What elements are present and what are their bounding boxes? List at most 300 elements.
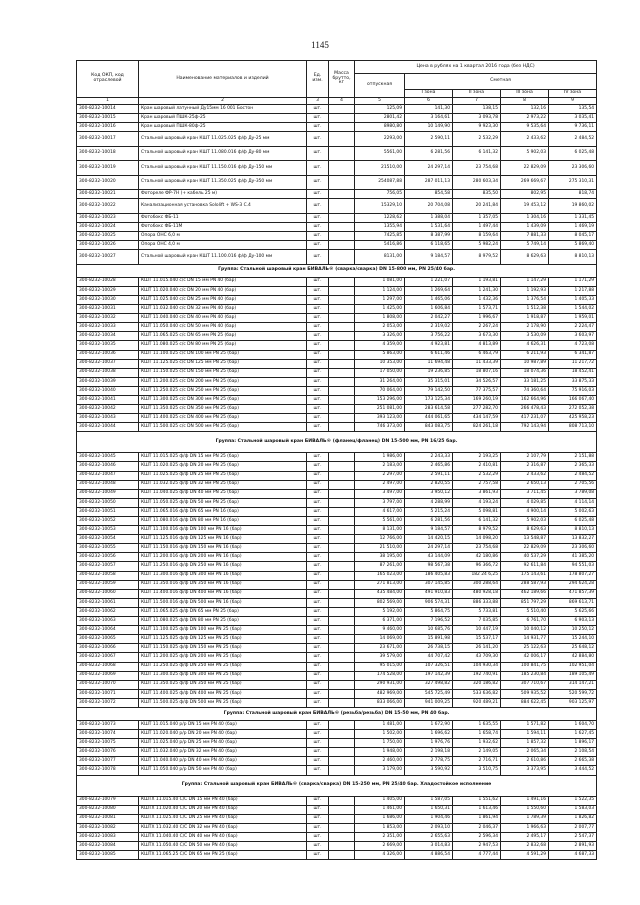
table-row <box>77 395 597 404</box>
item-code: 300-8232-10039 <box>77 377 139 386</box>
item-code: 300-8232-10078 <box>77 766 139 775</box>
price-zone-4: 1 544,02 <box>549 305 597 314</box>
table-row <box>77 405 597 414</box>
table-row <box>77 553 597 562</box>
price-zone-1: 1 606,84 <box>405 305 453 314</box>
price-otpusk: 87 261,00 <box>355 562 405 571</box>
price-zone-4: 818,74 <box>549 190 597 199</box>
table-row <box>77 626 597 635</box>
price-zone-4: 903 125,97 <box>549 698 597 707</box>
item-code: 300-8232-10080 <box>77 805 139 814</box>
item-unit: шт. <box>307 766 329 775</box>
item-code: 300-8232-10046 <box>77 462 139 471</box>
price-zone-2: 1 497,44 <box>453 222 501 231</box>
price-zone-4: 1 583,03 <box>549 805 597 814</box>
price-zone-2: 1 432,36 <box>453 295 501 304</box>
price-otpusk: 5561,00 <box>355 146 405 161</box>
item-unit: шт. <box>307 671 329 680</box>
price-zone-2: 2 149,05 <box>453 748 501 757</box>
price-otpusk: 5416,86 <box>355 241 405 250</box>
col-header-zone-4: IV зона <box>549 90 597 98</box>
price-zone-3: 40 537,29 <box>501 553 549 562</box>
price-zone-3: 5 749,14 <box>501 241 549 250</box>
group-heading: Группа: Стальной шаровый кран БИВАЛЬ® (сварка/сварка) DN 15-250 мм, PN 25/40 бар. Хладостойкое исполнение <box>77 775 597 796</box>
price-otpusk: 1 986,00 <box>355 453 405 462</box>
item-name: КШТ 11.125.025 ф/ф DN 125 мм PN 25 (бар) <box>139 635 307 644</box>
price-zone-3: 417 231,07 <box>501 414 549 423</box>
table-row <box>77 526 597 535</box>
price-zone-1: 1 650,31 <box>405 805 453 814</box>
price-otpusk: 2 297,00 <box>355 471 405 480</box>
price-otpusk: 1 081,00 <box>355 277 405 286</box>
item-name: КШТ 11.125.016 ф/ф DN 125 мм PN 16 (бар) <box>139 535 307 544</box>
price-zone-3: 2 433,62 <box>501 132 549 147</box>
item-code: 300-8232-10049 <box>77 489 139 498</box>
price-zone-1: 197 142,39 <box>405 671 453 680</box>
item-mass <box>329 161 355 176</box>
price-zone-2: 18 807,16 <box>453 368 501 377</box>
price-zone-1: 9 184,57 <box>405 526 453 535</box>
price-zone-3: 132,16 <box>501 105 549 114</box>
price-zone-1: 7 196,52 <box>405 617 453 626</box>
price-zone-1: 2 820,55 <box>405 480 453 489</box>
price-otpusk: 1 461,00 <box>355 805 405 814</box>
item-mass <box>329 544 355 553</box>
price-zone-3: 74 360,64 <box>501 386 549 395</box>
item-name: Стальной шаровый кран КШТ 11.080.016 ф/ф Ду-80 мм <box>139 146 307 161</box>
item-name: КШТ 11.200.025 с/с DN 200 мм PN 25 (бар) <box>139 377 307 386</box>
price-zone-1: 5 215,24 <box>405 507 453 516</box>
item-mass <box>329 146 355 161</box>
price-zone-2: 920 489,21 <box>453 698 501 707</box>
price-zone-4: 2 007,77 <box>549 823 597 832</box>
item-code: 300-8232-10027 <box>77 250 139 265</box>
price-zone-1: 8 387,99 <box>405 232 453 241</box>
item-name: КШТХ 11.020.40 С/С DN 20 мм PN 40 (бар) <box>139 805 307 814</box>
table-row <box>77 507 597 516</box>
item-name: КШТ 11.100.025 ф/ф DN 100 мм PN 25 (бар) <box>139 626 307 635</box>
item-unit: шт. <box>307 161 329 176</box>
price-zone-2: 4 777,44 <box>453 851 501 860</box>
item-name: Кран шаровый ПШК-80ф-25 <box>139 123 307 132</box>
item-mass <box>329 323 355 332</box>
item-name: КШТ 11.500.025 с/с DN 500 мм PN 25 (бар) <box>139 423 307 432</box>
price-zone-3: 25 122,63 <box>501 644 549 653</box>
price-zone-1: 26 738,15 <box>405 644 453 653</box>
item-unit: шт. <box>307 332 329 341</box>
item-name: КШТ 11.500.025 ф/ф DN 500 мм PN 25 (бар) <box>139 698 307 707</box>
page-number: 1145 <box>311 40 329 50</box>
item-code: 300-8232-10071 <box>77 689 139 698</box>
item-unit: шт. <box>307 653 329 662</box>
price-zone-1: 4 923,81 <box>405 341 453 350</box>
price-otpusk: 8131,00 <box>355 250 405 265</box>
price-zone-2: 8 159,64 <box>453 232 501 241</box>
price-zone-3: 2 650,13 <box>501 480 549 489</box>
item-unit: шт. <box>307 626 329 635</box>
price-zone-1: 545 725,49 <box>405 689 453 698</box>
price-zone-4: 869 613,71 <box>549 598 597 607</box>
table-row <box>77 232 597 241</box>
item-mass <box>329 671 355 680</box>
item-mass <box>329 507 355 516</box>
item-unit: шт. <box>307 580 329 589</box>
price-otpusk: 8980,80 <box>355 123 405 132</box>
price-zone-3: 792 143,94 <box>501 423 549 432</box>
price-zone-1: 2 465,86 <box>405 462 453 471</box>
item-unit: шт. <box>307 386 329 395</box>
price-zone-3: 14 931,77 <box>501 635 549 644</box>
group-heading: Группа: Стальной шаровый кран БИВАЛЬ® (резьба/резьба) DN 15-50 мм, PN 40 бар. <box>77 707 597 720</box>
table-row <box>77 453 597 462</box>
group-heading-row <box>77 775 597 796</box>
item-name: КШТ 11.400.016 ф/ф DN 400 мм PN 16 (бар) <box>139 589 307 598</box>
price-zone-1: 6 281,56 <box>405 146 453 161</box>
item-unit: шт. <box>307 305 329 314</box>
price-zone-2: 2 532,29 <box>453 471 501 480</box>
price-otpusk: 1 808,00 <box>355 314 405 323</box>
item-mass <box>329 498 355 507</box>
price-zone-3: 175 143,61 <box>501 571 549 580</box>
item-name: Фотореле ФР-7Н (+ кабель 25 м) <box>139 190 307 199</box>
item-unit: шт. <box>307 132 329 147</box>
item-mass <box>329 190 355 199</box>
item-code: 300-8232-10073 <box>77 720 139 729</box>
price-zone-4: 1 405,33 <box>549 295 597 304</box>
table-row <box>77 598 597 607</box>
price-otpusk: 153 296,00 <box>355 395 405 404</box>
price-otpusk: 1 686,00 <box>355 814 405 823</box>
price-zone-3: 1 376,54 <box>501 295 549 304</box>
item-unit: шт. <box>307 190 329 199</box>
table-row <box>77 222 597 231</box>
price-zone-4: 18 452,41 <box>549 368 597 377</box>
item-name: КШТ 11.015.040 с/с DN 15 мм PN 40 (бар) <box>139 277 307 286</box>
item-unit: шт. <box>307 295 329 304</box>
price-zone-1: 10 149,90 <box>405 123 453 132</box>
price-zone-3: 2 107,79 <box>501 453 549 462</box>
item-code: 300-8232-10076 <box>77 748 139 757</box>
price-zone-2: 824 261,18 <box>453 423 501 432</box>
price-zone-3: 18 074,36 <box>501 368 549 377</box>
item-name: КШТХ 11.040.40 С/С DN 40 мм PN 40 (бар) <box>139 832 307 841</box>
item-mass <box>329 730 355 739</box>
price-zone-2: 1 861,94 <box>453 814 501 823</box>
table-row <box>77 213 597 222</box>
item-code: 300-8232-10020 <box>77 175 139 190</box>
item-name: КШТ 11.065.025 ф/ф DN 65 мм PN 25 (бар) <box>139 607 307 616</box>
price-zone-1: 1 269,64 <box>405 286 453 295</box>
item-mass <box>329 295 355 304</box>
price-zone-3: 13 548,87 <box>501 535 549 544</box>
item-mass <box>329 571 355 580</box>
table-row <box>77 814 597 823</box>
table-row <box>77 517 597 526</box>
price-otpusk: 1355,94 <box>355 222 405 231</box>
item-mass <box>329 132 355 147</box>
price-zone-1: 2 093,10 <box>405 823 453 832</box>
price-zone-2: 96 366,72 <box>453 562 501 571</box>
table-row <box>77 730 597 739</box>
price-zone-2: 104 930,34 <box>453 662 501 671</box>
group-heading-row <box>77 432 597 453</box>
price-zone-2: 2 267,24 <box>453 323 501 332</box>
item-mass <box>329 213 355 222</box>
table-row <box>77 368 597 377</box>
table-row <box>77 757 597 766</box>
item-code: 300-8232-10043 <box>77 414 139 423</box>
price-zone-1: 6 611,46 <box>405 350 453 359</box>
item-unit: шт. <box>307 175 329 190</box>
price-zone-1: 2 042,27 <box>405 314 453 323</box>
item-mass <box>329 305 355 314</box>
col-number: 1 <box>77 98 139 105</box>
price-zone-2: 5 733,81 <box>453 607 501 616</box>
price-zone-3: 1 147,29 <box>501 277 549 286</box>
price-zone-1: 287 011,13 <box>405 175 453 190</box>
item-unit: шт. <box>307 453 329 462</box>
price-zone-2: 2 596,34 <box>453 832 501 841</box>
price-otpusk: 70 064,00 <box>355 386 405 395</box>
item-unit: шт. <box>307 562 329 571</box>
item-code: 300-8232-10018 <box>77 146 139 161</box>
price-zone-1: 186 405,83 <box>405 571 453 580</box>
price-zone-4: 2 547,37 <box>549 832 597 841</box>
price-zone-1: 854,58 <box>405 190 453 199</box>
price-zone-4: 2 484,52 <box>549 471 597 480</box>
item-code: 300-8232-10052 <box>77 517 139 526</box>
table-row <box>77 123 597 132</box>
price-zone-1: 491 910,83 <box>405 589 453 598</box>
item-mass <box>329 423 355 432</box>
item-code: 300-8232-10062 <box>77 607 139 616</box>
item-unit: шт. <box>307 598 329 607</box>
item-code: 300-8232-10042 <box>77 405 139 414</box>
price-zone-3: 3 530,09 <box>501 332 549 341</box>
price-zone-1: 1 465,06 <box>405 295 453 304</box>
item-mass <box>329 644 355 653</box>
price-zone-2: 1 635,55 <box>453 720 501 729</box>
item-mass <box>329 842 355 851</box>
item-name: КШТ 11.150.016 ф/ф DN 150 мм PN 16 (бар) <box>139 544 307 553</box>
price-zone-1: 35 315,01 <box>405 377 453 386</box>
price-zone-1: 173 125,34 <box>405 395 453 404</box>
price-otpusk: 802 569,00 <box>355 598 405 607</box>
item-mass <box>329 114 355 123</box>
item-code: 300-8232-10016 <box>77 123 139 132</box>
item-unit: шт. <box>307 720 329 729</box>
price-zone-4: 102 951,04 <box>549 662 597 671</box>
item-name: КШТ 11.050.040 с/с DN 50 мм PN 40 (бар) <box>139 323 307 332</box>
price-zone-2: 4 813,89 <box>453 341 501 350</box>
item-code: 300-8232-10085 <box>77 851 139 860</box>
col-header-zone-3: III зона <box>501 90 549 98</box>
table-row <box>77 739 597 748</box>
table-row <box>77 114 597 123</box>
price-zone-3: 8 629,63 <box>501 250 549 265</box>
item-unit: шт. <box>307 832 329 841</box>
item-code: 300-8232-10037 <box>77 359 139 368</box>
price-otpusk: 2 053,00 <box>355 323 405 332</box>
table-row <box>77 607 597 616</box>
price-otpusk: 38 195,00 <box>355 553 405 562</box>
price-table <box>76 60 597 860</box>
item-name: Опора ОНС 4,0 м <box>139 241 307 250</box>
price-zone-1: 3 950,12 <box>405 489 453 498</box>
item-name: КШТХ 11.065.25 С/С DN 65 мм PN 25 (бар) <box>139 851 307 860</box>
price-zone-1: 283 614,58 <box>405 405 453 414</box>
item-mass <box>329 277 355 286</box>
col-header-price-title: Цена в рублях на 1 квартал 2016 года (без НДС) <box>355 61 597 74</box>
item-name: Кран шаровый латунный Ду15мм 16 001 Бостон <box>139 105 307 114</box>
item-unit: шт. <box>307 680 329 689</box>
price-zone-4: 2 484,52 <box>549 132 597 147</box>
price-zone-4: 1 826,82 <box>549 814 597 823</box>
table-row <box>77 498 597 507</box>
table-row <box>77 671 597 680</box>
price-zone-2: 277 282,70 <box>453 405 501 414</box>
price-otpusk: 2 669,00 <box>355 842 405 851</box>
price-otpusk: 1 297,00 <box>355 295 405 304</box>
item-mass <box>329 598 355 607</box>
price-zone-4: 189 105,49 <box>549 671 597 680</box>
price-zone-3: 2 433,62 <box>501 471 549 480</box>
item-unit: шт. <box>307 250 329 265</box>
item-unit: шт. <box>307 471 329 480</box>
price-zone-2: 9 923,30 <box>453 123 501 132</box>
price-zone-1: 4 288,99 <box>405 498 453 507</box>
item-unit: шт. <box>307 553 329 562</box>
item-code: 300-8232-10021 <box>77 190 139 199</box>
price-zone-3: 2 178,90 <box>501 323 549 332</box>
price-otpusk: 5 863,00 <box>355 350 405 359</box>
price-zone-1: 1 904,46 <box>405 814 453 823</box>
price-zone-2: 8 979,52 <box>453 526 501 535</box>
table-row <box>77 851 597 860</box>
group-heading: Группа: Стальной шаровый кран БИВАЛЬ® (сварка/сварка) DN 15-800 мм, PN 25/40 бар. <box>77 264 597 277</box>
item-unit: шт. <box>307 698 329 707</box>
price-zone-3: 2 495,17 <box>501 832 549 841</box>
price-zone-4: 2 224,47 <box>549 323 597 332</box>
price-otpusk: 9 460,00 <box>355 626 405 635</box>
item-mass <box>329 653 355 662</box>
item-unit: шт. <box>307 277 329 286</box>
price-zone-3: 1 966,63 <box>501 823 549 832</box>
item-unit: шт. <box>307 644 329 653</box>
item-unit: шт. <box>307 635 329 644</box>
price-zone-3: 7 881,33 <box>501 232 549 241</box>
item-name: Фотобокс ФБ-11 <box>139 213 307 222</box>
table-row <box>77 277 597 286</box>
item-name: КШТ 11.020.025 ф/ф DN 20 мм PN 25 (бар) <box>139 462 307 471</box>
group-heading-row <box>77 707 597 720</box>
item-unit: шт. <box>307 213 329 222</box>
price-zone-1: 15 891,98 <box>405 635 453 644</box>
price-zone-4: 2 665,38 <box>549 757 597 766</box>
price-zone-1: 98 567,38 <box>405 562 453 571</box>
item-name: КШТХ 11.025.40 С/С DN 25 мм PN 40 (бар) <box>139 814 307 823</box>
item-code: 300-8232-10081 <box>77 814 139 823</box>
item-mass <box>329 471 355 480</box>
item-name: КШТ 11.350.025 с/с DN 350 мм PN 25 (бар) <box>139 405 307 414</box>
price-zone-2: 15 537,17 <box>453 635 501 644</box>
price-zone-3: 2 832,68 <box>501 842 549 851</box>
price-zone-2: 138,15 <box>453 105 501 114</box>
price-zone-1: 24 297,14 <box>405 161 453 176</box>
item-unit: шт. <box>307 544 329 553</box>
item-code: 300-8232-10036 <box>77 350 139 359</box>
item-code: 300-8232-10083 <box>77 832 139 841</box>
item-code: 300-8232-10017 <box>77 132 139 147</box>
item-unit: шт. <box>307 105 329 114</box>
item-code: 300-8232-10040 <box>77 386 139 395</box>
price-zone-2: 280 603,34 <box>453 175 501 190</box>
price-zone-4: 272 052,38 <box>549 405 597 414</box>
price-zone-1: 2 655,63 <box>405 832 453 841</box>
price-zone-2: 6 463,79 <box>453 350 501 359</box>
item-mass <box>329 814 355 823</box>
price-zone-2: 1 613,46 <box>453 805 501 814</box>
price-otpusk: 5 192,00 <box>355 607 405 616</box>
item-unit: шт. <box>307 123 329 132</box>
price-zone-2: 182 24 6,25 <box>453 571 501 580</box>
item-name: КШТ 11.020.040 с/с DN 20 мм PN 40 (бар) <box>139 286 307 295</box>
item-code: 300-8232-10047 <box>77 471 139 480</box>
item-unit: шт. <box>307 739 329 748</box>
price-zone-2: 20 241,84 <box>453 199 501 214</box>
price-zone-1: 10 685,76 <box>405 626 453 635</box>
item-code: 300-8232-10064 <box>77 626 139 635</box>
price-zone-2: 835,50 <box>453 190 501 199</box>
price-zone-4: 314 147,21 <box>549 680 597 689</box>
item-mass <box>329 105 355 114</box>
item-unit: шт. <box>307 796 329 805</box>
table-row <box>77 305 597 314</box>
item-mass <box>329 480 355 489</box>
table-row <box>77 332 597 341</box>
item-code: 300-8232-10024 <box>77 222 139 231</box>
item-code: 300-8232-10035 <box>77 341 139 350</box>
item-name: КШТХ 11.032.40 С/С DN 32 мм PN 40 (бар) <box>139 823 307 832</box>
price-zone-4: 23 306,60 <box>549 161 597 176</box>
price-zone-1: 2 319,02 <box>405 323 453 332</box>
item-name: КШТ 11.040.040 с/с DN 40 мм PN 40 (бар) <box>139 314 307 323</box>
item-name: КШТ 11.040.040 р/р DN 40 мм PN 40 (бар) <box>139 757 307 766</box>
price-zone-3: 185 230,84 <box>501 671 549 680</box>
item-unit: шт. <box>307 589 329 598</box>
price-otpusk: 2801,42 <box>355 114 405 123</box>
col-number: 6 <box>405 98 453 105</box>
price-zone-1: 44 707,42 <box>405 653 453 662</box>
price-zone-4: 1 522,35 <box>549 796 597 805</box>
item-code: 300-8232-10026 <box>77 241 139 250</box>
price-zone-2: 886 333,88 <box>453 598 501 607</box>
item-unit: шт. <box>307 323 329 332</box>
price-zone-1: 19 236,85 <box>405 368 453 377</box>
item-mass <box>329 562 355 571</box>
price-zone-4: 6 025,48 <box>549 517 597 526</box>
price-otpusk: 435 484,00 <box>355 589 405 598</box>
price-zone-4: 5 625,66 <box>549 607 597 616</box>
table-row <box>77 250 597 265</box>
price-zone-2: 7 035,85 <box>453 617 501 626</box>
table-row <box>77 644 597 653</box>
price-zone-4: 471 857,39 <box>549 589 597 598</box>
item-mass <box>329 635 355 644</box>
price-zone-4: 2 365,33 <box>549 462 597 471</box>
price-zone-4: 1 469,19 <box>549 222 597 231</box>
price-zone-2: 10 447,19 <box>453 626 501 635</box>
